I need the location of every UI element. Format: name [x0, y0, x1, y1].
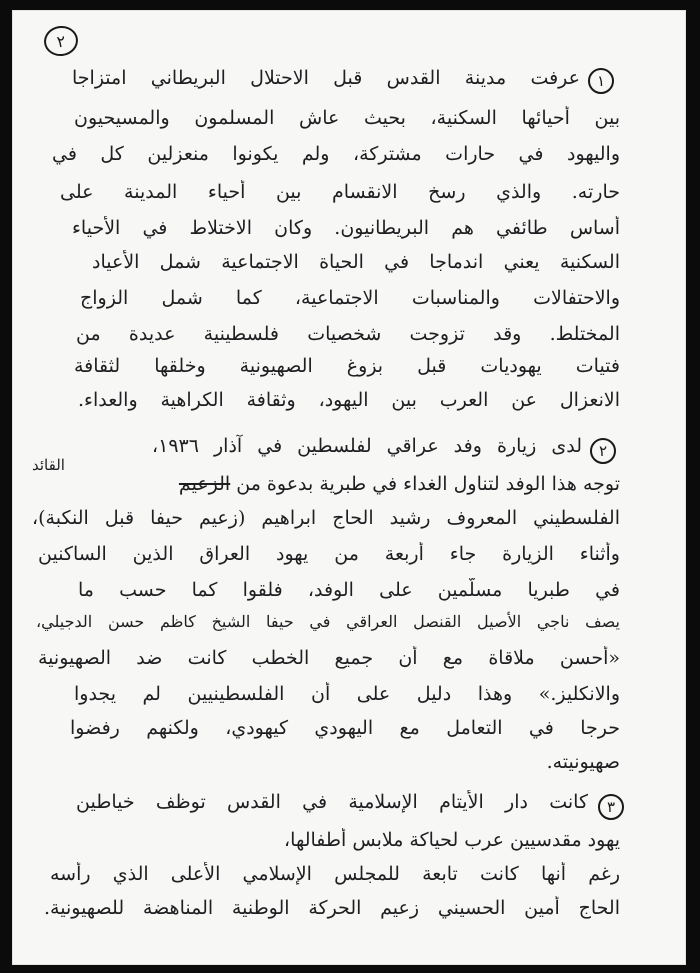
- section-3-line: كانت دار الأيتام الإسلامية في القدس توظف خياطين: [76, 791, 588, 813]
- section-2-line: والانكليز.» وهذا دليل على أن الفلسطينيين لم يجدوا: [74, 683, 620, 705]
- section-2-line: [40, 472, 620, 496]
- section-1-line: بين أحيائها السكنية، بحيث عاش المسلمون والمسيحيون: [74, 107, 620, 129]
- section-1-line: أساس طائفي هم البريطانيون. وكان الاختلاط في الأحياء: [72, 217, 620, 239]
- section-2-intro: لدى زيارة وفد عراقي لفلسطين في آذار ١٩٣٦،: [152, 435, 582, 457]
- section-3-line2-text: يهود مقدسيين عرب لحياكة ملابس أطفالها،: [284, 829, 620, 851]
- section-2-insertion: القائد: [32, 456, 65, 474]
- section-1-line: المختلط. وقد تزوجت شخصيات فلسطينية عديدة من: [76, 323, 620, 345]
- section-2-line: الفلسطيني المعروف رشيد الحاج ابراهيم (زعيم حيفا قبل النكبة)،: [32, 507, 620, 529]
- section-1-line: الانعزال عن العرب بين اليهود، وثقافة الكراهية والعداء.: [78, 389, 620, 411]
- section-2-line: صهيونيته.: [546, 751, 620, 773]
- section-2-line: وأثناء الزيارة جاء أربعة من يهود العراق الذين الساكنين: [38, 543, 620, 565]
- section-1-line: السكنية يعني اندماجا في الحياة الاجتماعية شمل الأعياد: [92, 251, 620, 273]
- section-1-line: واليهود في حارات مشتركة، ولم يكونوا منعزلين كل في: [52, 143, 620, 165]
- section-2-line: «أحسن ملاقاة مع أن جميع الخطب كانت ضد الصهيونية: [38, 647, 620, 669]
- section-3-line: [64, 828, 620, 852]
- section-1-line: حارته. والذي رسخ الانقسام بين أحياء المدينة على: [60, 181, 620, 203]
- section-1-line: والاحتفالات والمناسبات الاجتماعية، كما شمل الزواج: [80, 287, 620, 309]
- section-1-line: عرفت مدينة القدس قبل الاحتلال البريطاني امتزاجا: [72, 67, 580, 89]
- section-2-line: حرجا في التعامل مع اليهودي كيهودي، ولكنهم رفضوا: [70, 717, 620, 739]
- section-2-line: في طبريا مسلّمين على الوفد، فلقوا كما حسب ما: [78, 579, 620, 601]
- section-2-line2-text: توجه هذا الوفد لتناول الغداء في طبرية بدعوة من: [236, 473, 620, 495]
- page-number: ٢: [42, 24, 80, 58]
- section-1-line: فتيات يهوديات قبل بزوغ الصهيونية وخلقها لثقافة: [74, 355, 620, 377]
- section-3-line: الحاج أمين الحسيني زعيم الحركة الوطنية المناهضة للصهيونية.: [44, 897, 620, 919]
- section-1-number: ١: [588, 68, 614, 94]
- section-2-line: يصف ناجي الأصيل القنصل العراقي في حيفا الشيخ كاظم حسن الدجيلي،: [36, 612, 620, 631]
- struck-word: الزعيم: [178, 473, 231, 495]
- section-2-number: ٢: [590, 438, 616, 464]
- section-3-number: ٣: [598, 794, 624, 820]
- manuscript-page: [12, 10, 686, 965]
- section-3-line: رغم أنها كانت تابعة للمجلس الإسلامي الأعلى الذي رأسه: [50, 863, 620, 885]
